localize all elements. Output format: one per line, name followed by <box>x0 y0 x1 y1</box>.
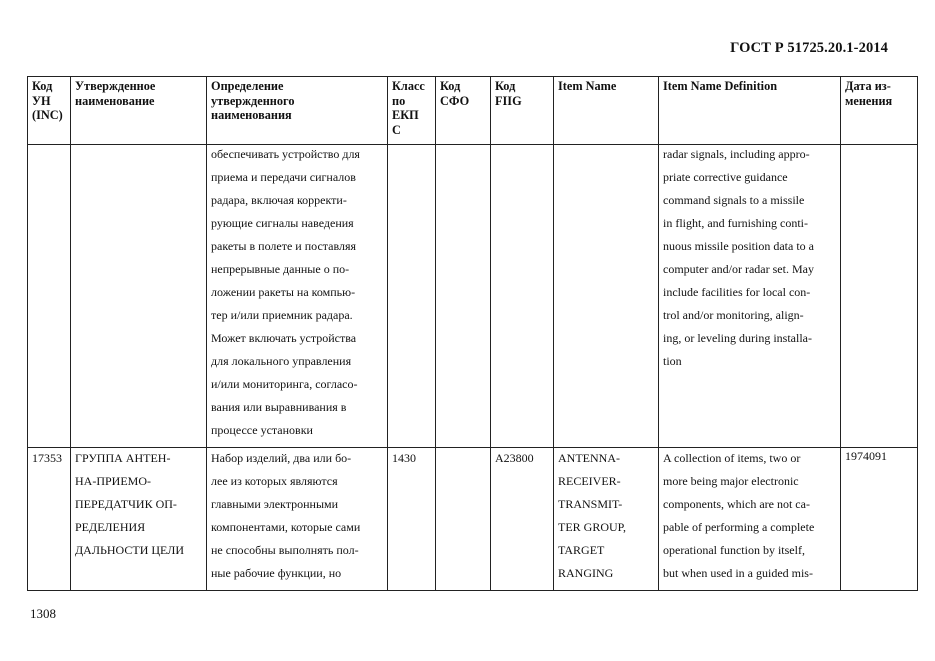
definition-ru-lines <box>207 448 387 586</box>
sfo-value <box>436 448 490 471</box>
table-row <box>28 448 918 591</box>
cell-fiig <box>491 448 554 591</box>
cell-definition-ru <box>207 448 388 591</box>
text-line: in flight, and furnishing conti- <box>663 217 808 230</box>
text-line: include facilities for local con- <box>663 286 811 299</box>
text-line: ДАЛЬНОСТИ ЦЕЛИ <box>75 543 185 557</box>
cell-sfo <box>436 448 491 591</box>
text-line: вания или выравнивания в <box>211 401 347 414</box>
text-line: НА-ПРИЕМО- <box>75 474 151 488</box>
header-line: ЕКП <box>392 108 419 122</box>
header-line: наименования <box>211 108 292 122</box>
text-line: TARGET <box>558 543 605 557</box>
class-value: 1430 <box>392 451 416 465</box>
header-line: (INC) <box>32 108 63 122</box>
text-line: компонентами, которые сами <box>211 520 361 534</box>
text-line: radar signals, including appro- <box>663 148 810 161</box>
header-line: Item Name Definition <box>663 79 778 93</box>
text-line: ГРУППА АНТЕН- <box>75 451 171 465</box>
definition-en-lines <box>659 145 840 378</box>
definition-en-lines <box>659 448 840 586</box>
catalog-table <box>27 76 918 591</box>
cell-sfo <box>436 145 491 448</box>
text-line: лее из которых являются <box>211 474 338 488</box>
header-line: Дата из- <box>845 79 891 93</box>
name-ru-lines <box>71 448 206 563</box>
col-header-approved-name <box>71 77 207 145</box>
header-line: Утвержденное <box>75 79 156 93</box>
header-line: Код <box>440 79 461 93</box>
text-line: more being major electronic <box>663 474 799 488</box>
text-line: TER GROUP, <box>558 520 627 534</box>
text-line: процессе установки <box>211 424 313 437</box>
text-line: ракеты в полете и поставляя <box>211 240 357 253</box>
header-line: УН <box>32 93 51 108</box>
definition-ru-lines <box>207 145 387 447</box>
text-line: рующие сигналы наведения <box>211 217 354 230</box>
header-row <box>28 77 918 145</box>
cell-inc <box>28 448 71 591</box>
text-line: Набор изделий, два или бо- <box>211 451 352 465</box>
cell-class <box>388 145 436 448</box>
col-header-change-date <box>841 77 918 145</box>
text-line: ANTENNA- <box>558 451 620 465</box>
cell-approved-name <box>71 448 207 591</box>
header-line: по <box>392 93 406 108</box>
inc-value: 17353 <box>32 451 62 465</box>
header-line: FIIG <box>495 93 522 108</box>
text-line: trol and/or monitoring, align- <box>663 309 804 322</box>
cell-inc <box>28 145 71 448</box>
text-line: components, which are not ca- <box>663 497 810 511</box>
text-line: ные рабочие функции, но <box>211 566 342 580</box>
header-line: менения <box>845 93 893 108</box>
text-line: Может включать устройства <box>211 332 357 345</box>
page-title: ГОСТ Р 51725.20.1-2014 <box>730 40 888 56</box>
text-line: радара, включая корректи- <box>211 194 347 207</box>
cell-item-name <box>554 448 659 591</box>
header-line: Код <box>495 79 516 93</box>
header-line: Определение <box>211 79 284 93</box>
cell-change-date <box>841 145 918 448</box>
text-line: обеспечивать устройство для <box>211 148 360 161</box>
text-line: тер и/или приемник радара. <box>211 309 353 322</box>
text-line: operational function by itself, <box>663 543 805 557</box>
cell-class <box>388 448 436 591</box>
fiig-value: A23800 <box>495 451 534 465</box>
page-number: 1308 <box>30 606 56 621</box>
cell-fiig <box>491 145 554 448</box>
text-line: РЕДЕЛЕНИЯ <box>75 520 146 534</box>
text-line: computer and/or radar set. May <box>663 263 814 276</box>
header-line: Код <box>32 79 53 93</box>
col-header-item-name <box>554 77 659 145</box>
col-header-item-name-definition <box>659 77 841 145</box>
cell-definition-en <box>659 448 841 591</box>
header-line: Item Name <box>558 79 617 93</box>
header-line: утвержденного <box>211 93 295 108</box>
text-line: A collection of items, two or <box>663 451 801 465</box>
text-line: и/или мониторинга, согласо- <box>211 378 358 391</box>
item-name-lines <box>554 448 658 586</box>
cell-definition-en <box>659 145 841 448</box>
change-date-value: 1974091 <box>845 449 887 463</box>
col-header-inc <box>28 77 71 145</box>
col-header-class <box>388 77 436 145</box>
text-line: command signals to a missile <box>663 194 805 207</box>
text-line: непрерывные данные о по- <box>211 263 350 276</box>
text-line: ing, or leveling during installa- <box>663 332 812 345</box>
cell-item-name <box>554 145 659 448</box>
col-header-fiig <box>491 77 554 145</box>
text-line: but when used in a guided mis- <box>663 566 813 580</box>
table-row <box>28 145 918 448</box>
text-line: RECEIVER- <box>558 474 621 488</box>
text-line: nuous missile position data to a <box>663 240 814 253</box>
text-line: главными электронными <box>211 497 339 511</box>
cell-approved-name <box>71 145 207 448</box>
text-line: tion <box>663 355 682 368</box>
col-header-sfo <box>436 77 491 145</box>
header-line: наименование <box>75 93 155 108</box>
cell-change-date <box>841 448 918 591</box>
text-line: приема и передачи сигналов <box>211 171 356 184</box>
header-line: СФО <box>440 93 470 108</box>
text-line: pable of performing a complete <box>663 520 815 534</box>
text-line: ложении ракеты на компью- <box>211 286 356 299</box>
text-line: TRANSMIT- <box>558 497 623 511</box>
cell-definition-ru <box>207 145 388 448</box>
text-line: RANGING <box>558 566 614 580</box>
header-line: Класс <box>392 79 425 93</box>
header-line: С <box>392 122 401 137</box>
text-line: priate corrective guidance <box>663 171 788 184</box>
text-line: не способны выполнять пол- <box>211 543 359 557</box>
col-header-definition <box>207 77 388 145</box>
text-line: ПЕРЕДАТЧИК ОП- <box>75 497 177 511</box>
text-line: для локального управления <box>211 355 352 368</box>
